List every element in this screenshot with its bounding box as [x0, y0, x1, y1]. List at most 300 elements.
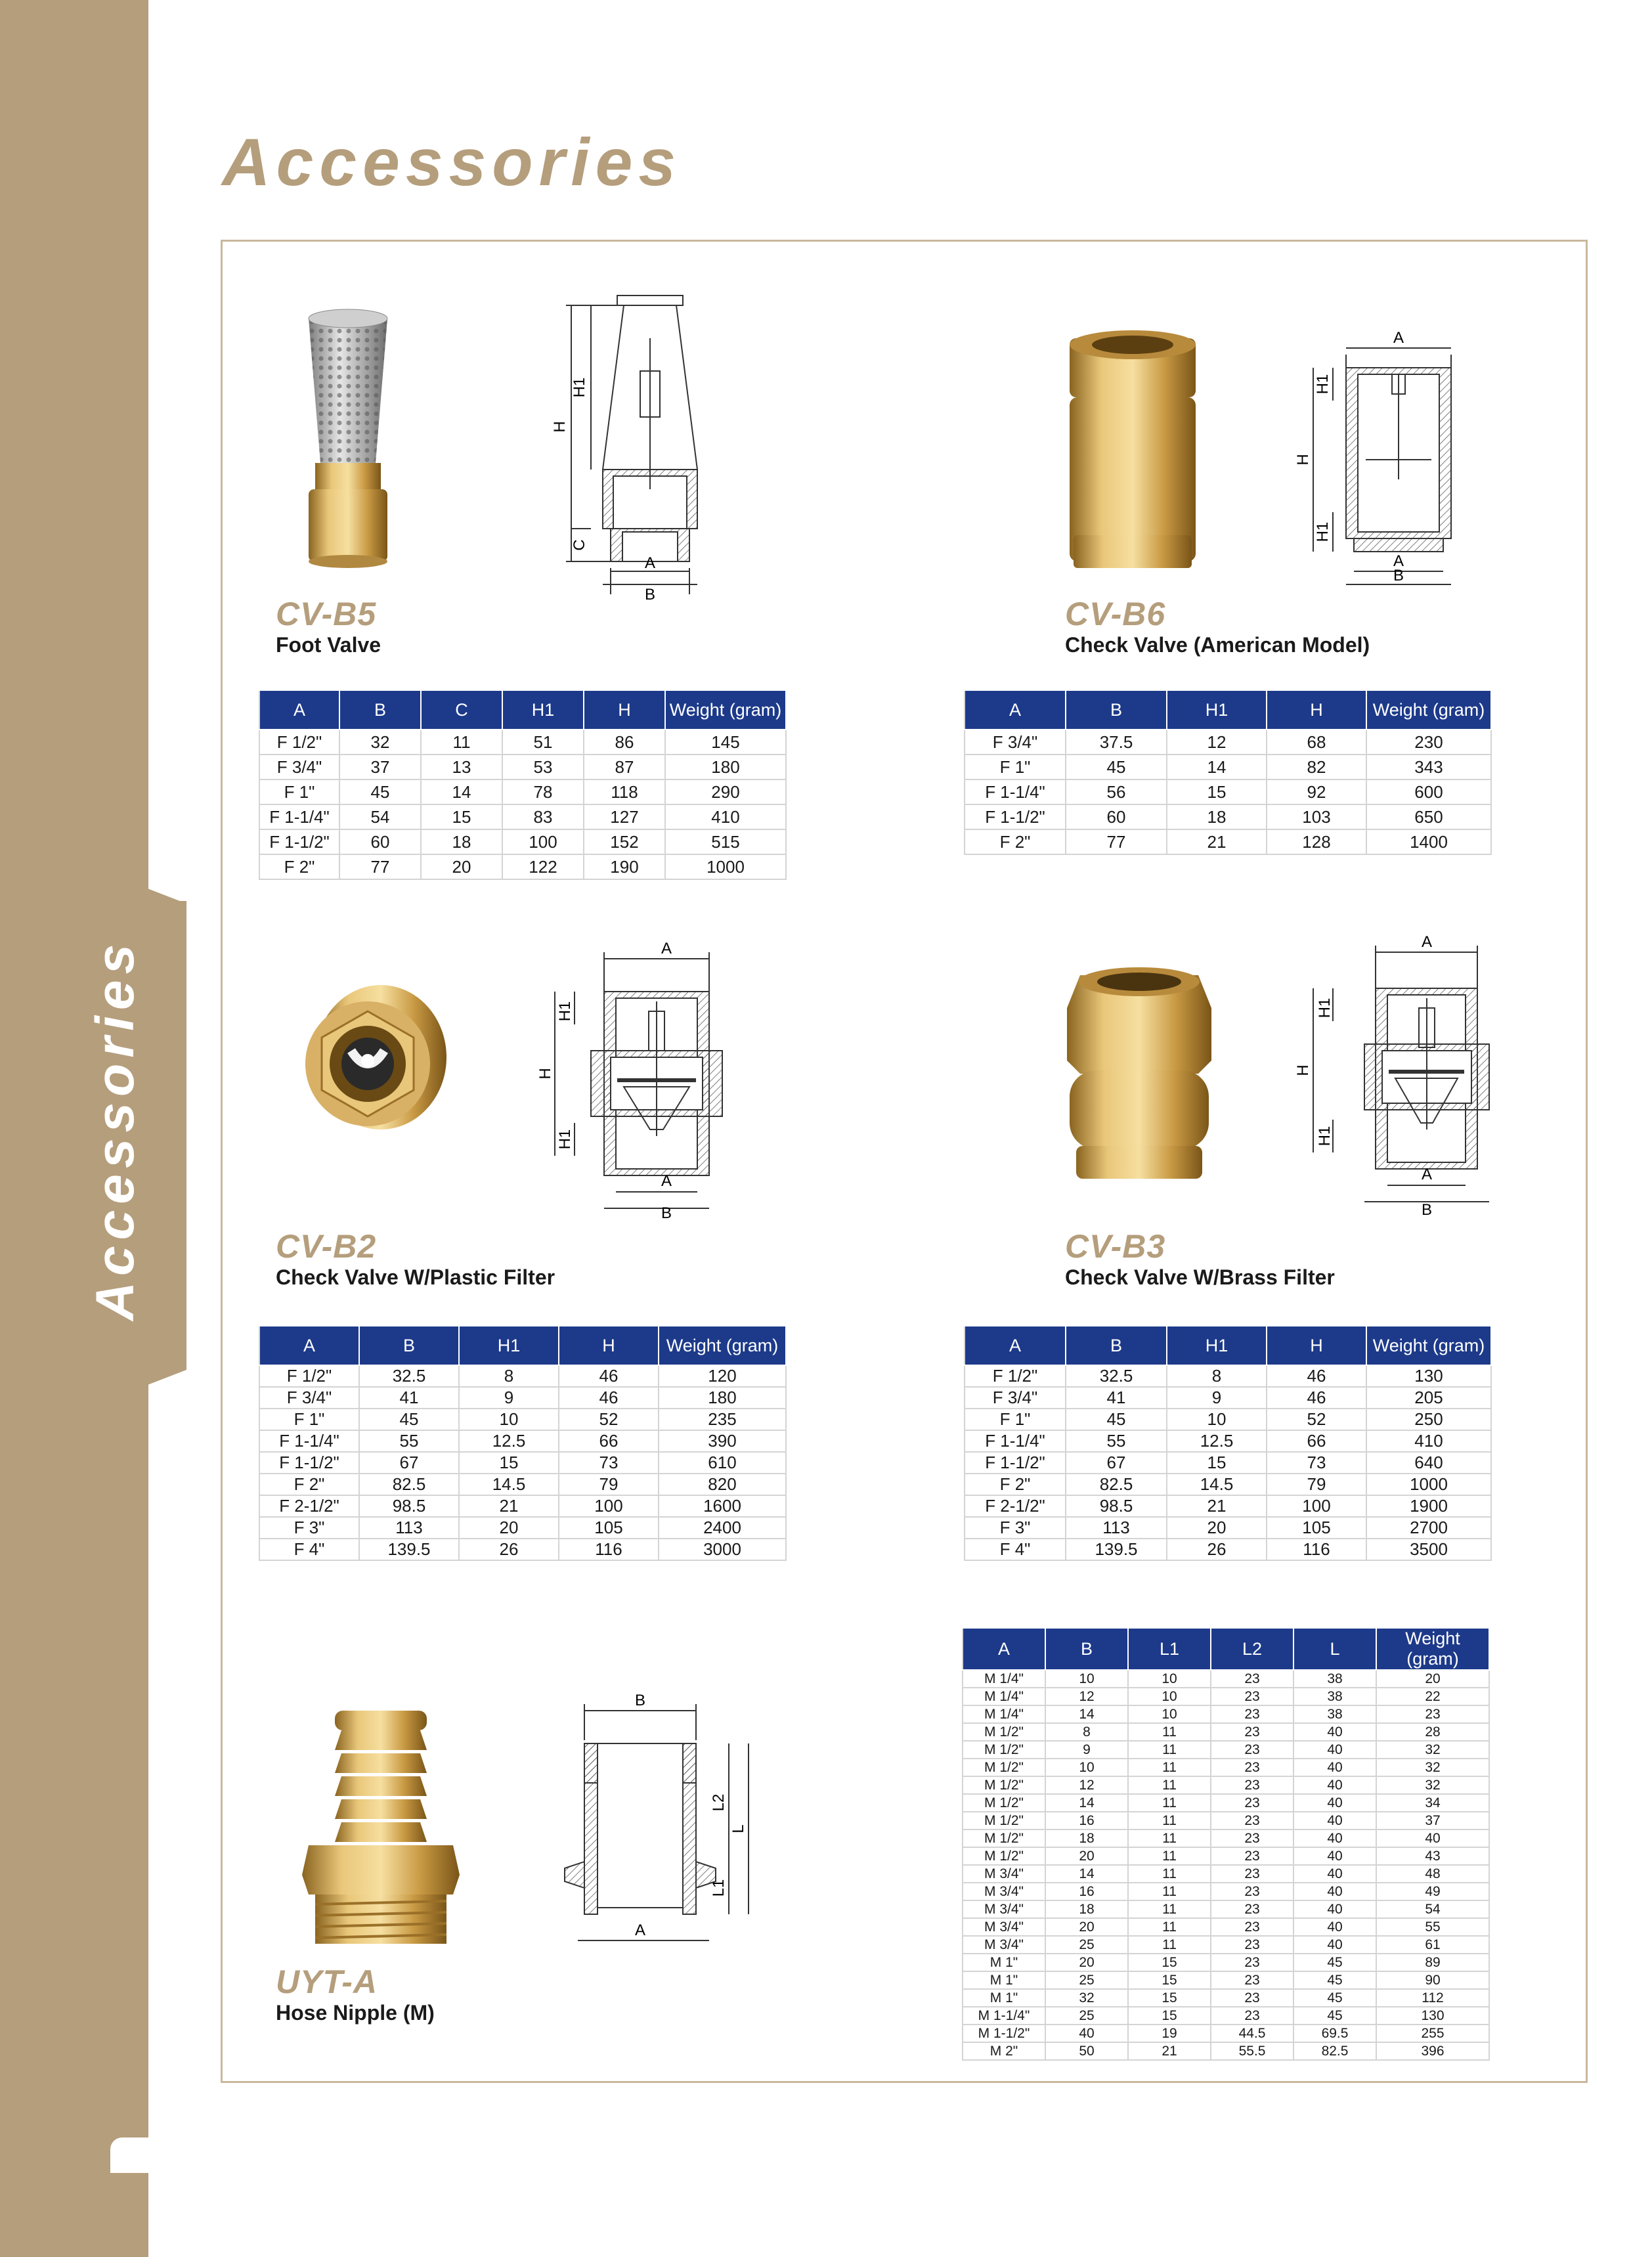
- value-cell: 20: [1045, 1847, 1128, 1865]
- value-cell: 40: [1293, 1883, 1376, 1900]
- size-cell: F 1": [965, 755, 1066, 779]
- value-cell: 92: [1267, 779, 1366, 804]
- col-header: Weight (gram): [1366, 690, 1491, 730]
- value-cell: 67: [359, 1452, 459, 1474]
- col-header: L: [1293, 1628, 1376, 1670]
- size-cell: F 3/4": [965, 1387, 1066, 1409]
- table-row: [259, 1365, 786, 1387]
- value-cell: 15: [1128, 1954, 1211, 1971]
- col-header: A: [963, 1628, 1045, 1670]
- cv-b6-dim-h1-top: H1: [1314, 374, 1332, 395]
- size-cell: F 2": [965, 829, 1066, 854]
- size-cell: M 3/4": [963, 1936, 1045, 1954]
- size-cell: F 1-1/4": [259, 804, 339, 829]
- value-cell: 54: [1376, 1900, 1489, 1918]
- value-cell: 87: [584, 755, 665, 779]
- value-cell: 37: [339, 755, 421, 779]
- table-row: [965, 1409, 1491, 1430]
- value-cell: 14.5: [459, 1474, 559, 1495]
- size-cell: F 1": [259, 1409, 359, 1430]
- value-cell: 45: [1293, 1971, 1376, 1989]
- value-cell: 390: [659, 1430, 786, 1452]
- cv-b6-photo: [1060, 325, 1205, 581]
- value-cell: 40: [1293, 1918, 1376, 1936]
- value-cell: 23: [1211, 1670, 1293, 1688]
- value-cell: 66: [1267, 1430, 1366, 1452]
- value-cell: 98.5: [359, 1495, 459, 1517]
- size-cell: F 3/4": [259, 755, 339, 779]
- value-cell: 61: [1376, 1936, 1489, 1954]
- table-row: [963, 2042, 1489, 2060]
- value-cell: 230: [1366, 730, 1491, 755]
- table-row: [963, 1759, 1489, 1776]
- table-row: [963, 1989, 1489, 2007]
- size-cell: F 1/2": [259, 1365, 359, 1387]
- cv-b2-dim-h: H: [536, 1068, 554, 1080]
- value-cell: 23: [1211, 1865, 1293, 1883]
- value-cell: 45: [1293, 1954, 1376, 1971]
- col-header: A: [259, 690, 339, 730]
- size-cell: M 3/4": [963, 1883, 1045, 1900]
- size-cell: F 1/2": [965, 1365, 1066, 1387]
- value-cell: 77: [339, 854, 421, 879]
- size-cell: M 1/4": [963, 1670, 1045, 1688]
- cv-b6-dim-h: H: [1294, 454, 1312, 466]
- value-cell: 9: [459, 1387, 559, 1409]
- table-row: [259, 1409, 786, 1430]
- table-row: [965, 1365, 1491, 1387]
- value-cell: 12.5: [459, 1430, 559, 1452]
- value-cell: 11: [1128, 1741, 1211, 1759]
- value-cell: 15: [1128, 2007, 1211, 2025]
- cv-b3-dim-a-top: A: [1421, 933, 1433, 951]
- value-cell: 55.5: [1211, 2042, 1293, 2060]
- cv-b6-model: CV-B6: [1065, 596, 1166, 632]
- size-cell: M 1": [963, 1989, 1045, 2007]
- col-header: H: [584, 690, 665, 730]
- value-cell: 38: [1293, 1688, 1376, 1705]
- value-cell: 23: [1211, 1705, 1293, 1723]
- value-cell: 73: [1267, 1452, 1366, 1474]
- col-header: C: [421, 690, 502, 730]
- size-cell: F 1-1/4": [259, 1430, 359, 1452]
- value-cell: 1000: [1366, 1474, 1491, 1495]
- value-cell: 15: [1128, 1971, 1211, 1989]
- value-cell: 410: [1366, 1430, 1491, 1452]
- value-cell: 14: [1045, 1794, 1128, 1812]
- cv-b5-model: CV-B5: [276, 596, 377, 632]
- value-cell: 10: [1167, 1409, 1267, 1430]
- value-cell: 23: [1211, 1812, 1293, 1830]
- col-header: H1: [459, 1326, 559, 1365]
- table-row: [965, 829, 1491, 854]
- cv-b6-name: Check Valve (American Model): [1065, 633, 1370, 657]
- side-tab-bottom-edge: [146, 1370, 186, 1386]
- value-cell: 11: [1128, 1830, 1211, 1847]
- col-header: B: [1045, 1628, 1128, 1670]
- value-cell: 12: [1167, 730, 1267, 755]
- cv-b2-dim-h1-top: H1: [556, 1001, 574, 1022]
- size-cell: F 2-1/2": [259, 1495, 359, 1517]
- value-cell: 28: [1376, 1723, 1489, 1741]
- value-cell: 127: [584, 804, 665, 829]
- size-cell: M 1/4": [963, 1705, 1045, 1723]
- value-cell: 34: [1376, 1794, 1489, 1812]
- value-cell: 79: [1267, 1474, 1366, 1495]
- value-cell: 86: [584, 730, 665, 755]
- cv-b3-drawing: [1293, 932, 1504, 1221]
- value-cell: 21: [1167, 829, 1267, 854]
- cv-b2-drawing: [525, 939, 735, 1221]
- col-header: Weight (gram): [1376, 1628, 1489, 1670]
- value-cell: 37: [1376, 1812, 1489, 1830]
- value-cell: 41: [1066, 1387, 1167, 1409]
- col-header: L2: [1211, 1628, 1293, 1670]
- value-cell: 100: [559, 1495, 659, 1517]
- value-cell: 79: [559, 1474, 659, 1495]
- value-cell: 14: [1045, 1865, 1128, 1883]
- value-cell: 120: [659, 1365, 786, 1387]
- table-row: [963, 1830, 1489, 1847]
- col-header: H1: [1167, 1326, 1267, 1365]
- value-cell: 45: [1293, 1989, 1376, 2007]
- value-cell: 32: [1376, 1741, 1489, 1759]
- value-cell: 105: [1267, 1517, 1366, 1539]
- uyt-a-dim-l1: L1: [710, 1879, 728, 1897]
- col-header: H1: [1167, 690, 1267, 730]
- value-cell: 32: [1045, 1989, 1128, 2007]
- value-cell: 21: [1128, 2042, 1211, 2060]
- table-row: [963, 1936, 1489, 1954]
- value-cell: 112: [1376, 1989, 1489, 2007]
- size-cell: F 2": [259, 854, 339, 879]
- value-cell: 290: [665, 779, 786, 804]
- table-row: [963, 2007, 1489, 2025]
- table-row: [259, 1387, 786, 1409]
- value-cell: 820: [659, 1474, 786, 1495]
- value-cell: 12: [1045, 1688, 1128, 1705]
- value-cell: 11: [1128, 1918, 1211, 1936]
- value-cell: 250: [1366, 1409, 1491, 1430]
- value-cell: 46: [1267, 1365, 1366, 1387]
- value-cell: 255: [1376, 2025, 1489, 2042]
- value-cell: 9: [1045, 1741, 1128, 1759]
- value-cell: 46: [559, 1365, 659, 1387]
- table-row: [963, 1954, 1489, 1971]
- value-cell: 82.5: [359, 1474, 459, 1495]
- value-cell: 1600: [659, 1495, 786, 1517]
- value-cell: 2700: [1366, 1517, 1491, 1539]
- value-cell: 600: [1366, 779, 1491, 804]
- value-cell: 40: [1045, 2025, 1128, 2042]
- value-cell: 11: [1128, 1936, 1211, 1954]
- table-header-row: [259, 1326, 786, 1365]
- value-cell: 45: [1066, 1409, 1167, 1430]
- size-cell: M 1/4": [963, 1688, 1045, 1705]
- value-cell: 13: [421, 755, 502, 779]
- size-cell: M 1": [963, 1954, 1045, 1971]
- value-cell: 15: [1167, 1452, 1267, 1474]
- value-cell: 11: [1128, 1847, 1211, 1865]
- value-cell: 40: [1293, 1847, 1376, 1865]
- value-cell: 11: [1128, 1865, 1211, 1883]
- table-row: [259, 829, 786, 854]
- value-cell: 83: [502, 804, 584, 829]
- value-cell: 52: [1267, 1409, 1366, 1430]
- table-row: [965, 779, 1491, 804]
- value-cell: 25: [1045, 2007, 1128, 2025]
- value-cell: 3500: [1366, 1539, 1491, 1560]
- value-cell: 51: [502, 730, 584, 755]
- cv-b3-dim-b: B: [1421, 1201, 1433, 1219]
- size-cell: M 1/2": [963, 1847, 1045, 1865]
- cv-b3-photo: [1054, 962, 1225, 1185]
- col-header: A: [965, 690, 1066, 730]
- value-cell: 11: [1128, 1759, 1211, 1776]
- size-cell: F 3/4": [259, 1387, 359, 1409]
- size-cell: M 3/4": [963, 1918, 1045, 1936]
- value-cell: 46: [559, 1387, 659, 1409]
- value-cell: 8: [459, 1365, 559, 1387]
- value-cell: 69.5: [1293, 2025, 1376, 2042]
- size-cell: F 2-1/2": [965, 1495, 1066, 1517]
- size-cell: F 3/4": [965, 730, 1066, 755]
- size-cell: M 1": [963, 1971, 1045, 1989]
- table-row: [963, 1918, 1489, 1936]
- col-header: A: [965, 1326, 1066, 1365]
- value-cell: 23: [1376, 1705, 1489, 1723]
- value-cell: 15: [1167, 779, 1267, 804]
- size-cell: M 1/2": [963, 1741, 1045, 1759]
- value-cell: 10: [1128, 1688, 1211, 1705]
- value-cell: 11: [1128, 1812, 1211, 1830]
- value-cell: 14: [1167, 755, 1267, 779]
- value-cell: 20: [459, 1517, 559, 1539]
- value-cell: 23: [1211, 1688, 1293, 1705]
- value-cell: 45: [339, 779, 421, 804]
- table-row: [963, 1883, 1489, 1900]
- cv-b6-dim-a: A: [1393, 552, 1404, 570]
- table-header-row: [259, 690, 786, 730]
- value-cell: 25: [1045, 1971, 1128, 1989]
- size-cell: F 1/2": [259, 730, 339, 755]
- value-cell: 60: [339, 829, 421, 854]
- table-header-row: [963, 1628, 1489, 1670]
- value-cell: 52: [559, 1409, 659, 1430]
- value-cell: 130: [1376, 2007, 1489, 2025]
- value-cell: 14.5: [1167, 1474, 1267, 1495]
- size-cell: F 2": [259, 1474, 359, 1495]
- size-cell: M 3/4": [963, 1865, 1045, 1883]
- table-row: [963, 1812, 1489, 1830]
- value-cell: 25: [1045, 1936, 1128, 1954]
- value-cell: 11: [1128, 1794, 1211, 1812]
- value-cell: 37.5: [1066, 730, 1167, 755]
- col-header: Weight (gram): [665, 690, 786, 730]
- table-row: [259, 1430, 786, 1452]
- value-cell: 11: [1128, 1883, 1211, 1900]
- value-cell: 18: [1045, 1900, 1128, 1918]
- value-cell: 23: [1211, 1847, 1293, 1865]
- table-row: [259, 1539, 786, 1560]
- value-cell: 139.5: [1066, 1539, 1167, 1560]
- value-cell: 128: [1267, 829, 1366, 854]
- value-cell: 50: [1045, 2042, 1128, 2060]
- value-cell: 113: [1066, 1517, 1167, 1539]
- value-cell: 10: [1045, 1759, 1128, 1776]
- value-cell: 16: [1045, 1812, 1128, 1830]
- col-header: B: [359, 1326, 459, 1365]
- cv-b5-dim-h: H: [551, 421, 569, 433]
- value-cell: 235: [659, 1409, 786, 1430]
- value-cell: 10: [459, 1409, 559, 1430]
- value-cell: 82: [1267, 755, 1366, 779]
- value-cell: 640: [1366, 1452, 1491, 1474]
- cv-b5-photo: [289, 299, 407, 575]
- table-row: [965, 755, 1491, 779]
- value-cell: 12.5: [1167, 1430, 1267, 1452]
- value-cell: 20: [1376, 1670, 1489, 1688]
- cv-b5-dim-h1: H1: [571, 377, 588, 398]
- size-cell: M 1/2": [963, 1812, 1045, 1830]
- cv-b2-table: [259, 1325, 787, 1561]
- table-header-row: [965, 1326, 1491, 1365]
- value-cell: 180: [665, 755, 786, 779]
- table-row: [259, 854, 786, 879]
- value-cell: 82.5: [1066, 1474, 1167, 1495]
- size-cell: M 2": [963, 2042, 1045, 2060]
- table-row: [963, 1971, 1489, 1989]
- value-cell: 145: [665, 730, 786, 755]
- table-row: [963, 1776, 1489, 1794]
- cv-b5-dim-c: C: [571, 539, 588, 551]
- cv-b6-dim-a-top: A: [1393, 329, 1404, 347]
- value-cell: 11: [1128, 1900, 1211, 1918]
- value-cell: 45: [1066, 755, 1167, 779]
- cv-b6-dim-h1-bottom: H1: [1314, 521, 1332, 542]
- value-cell: 23: [1211, 1918, 1293, 1936]
- value-cell: 40: [1293, 1741, 1376, 1759]
- table-row: [965, 1517, 1491, 1539]
- value-cell: 10: [1128, 1670, 1211, 1688]
- value-cell: 46: [1267, 1387, 1366, 1409]
- value-cell: 116: [1267, 1539, 1366, 1560]
- value-cell: 66: [559, 1430, 659, 1452]
- cv-b6-dim-b: B: [1393, 567, 1404, 584]
- cv-b5-dim-b: B: [644, 586, 656, 603]
- table-row: [963, 1794, 1489, 1812]
- side-bar-notch: [110, 2137, 150, 2173]
- value-cell: 8: [1045, 1723, 1128, 1741]
- size-cell: F 4": [259, 1539, 359, 1560]
- col-header: A: [259, 1326, 359, 1365]
- size-cell: F 1-1/2": [259, 1452, 359, 1474]
- size-cell: F 1": [965, 1409, 1066, 1430]
- value-cell: 49: [1376, 1883, 1489, 1900]
- table-row: [963, 1865, 1489, 1883]
- col-header: Weight (gram): [659, 1326, 786, 1365]
- cv-b2-photo: [289, 978, 453, 1143]
- value-cell: 396: [1376, 2042, 1489, 2060]
- size-cell: M 3/4": [963, 1900, 1045, 1918]
- value-cell: 32.5: [1066, 1365, 1167, 1387]
- value-cell: 77: [1066, 829, 1167, 854]
- table-row: [259, 779, 786, 804]
- size-cell: F 4": [965, 1539, 1066, 1560]
- value-cell: 20: [421, 854, 502, 879]
- value-cell: 43: [1376, 1847, 1489, 1865]
- cv-b2-model: CV-B2: [276, 1228, 377, 1265]
- value-cell: 122: [502, 854, 584, 879]
- value-cell: 23: [1211, 1830, 1293, 1847]
- value-cell: 48: [1376, 1865, 1489, 1883]
- value-cell: 38: [1293, 1670, 1376, 1688]
- value-cell: 118: [584, 779, 665, 804]
- value-cell: 32.5: [359, 1365, 459, 1387]
- value-cell: 40: [1293, 1936, 1376, 1954]
- value-cell: 26: [1167, 1539, 1267, 1560]
- value-cell: 60: [1066, 804, 1167, 829]
- value-cell: 22: [1376, 1688, 1489, 1705]
- value-cell: 410: [665, 804, 786, 829]
- size-cell: F 1-1/2": [259, 829, 339, 854]
- value-cell: 15: [1128, 1989, 1211, 2007]
- size-cell: M 1/2": [963, 1723, 1045, 1741]
- cv-b3-name: Check Valve W/Brass Filter: [1065, 1265, 1335, 1289]
- value-cell: 515: [665, 829, 786, 854]
- size-cell: F 1-1/2": [965, 1452, 1066, 1474]
- uyt-a-photo: [295, 1704, 466, 1954]
- value-cell: 67: [1066, 1452, 1167, 1474]
- value-cell: 3000: [659, 1539, 786, 1560]
- value-cell: 40: [1293, 1812, 1376, 1830]
- value-cell: 18: [1045, 1830, 1128, 1847]
- value-cell: 1000: [665, 854, 786, 879]
- value-cell: 190: [584, 854, 665, 879]
- page-title: Accessories: [222, 125, 682, 200]
- size-cell: F 1-1/4": [965, 1430, 1066, 1452]
- value-cell: 20: [1167, 1517, 1267, 1539]
- value-cell: 23: [1211, 1900, 1293, 1918]
- col-header: L1: [1128, 1628, 1211, 1670]
- uyt-a-table: [962, 1627, 1490, 2061]
- table-row: [963, 1705, 1489, 1723]
- value-cell: 139.5: [359, 1539, 459, 1560]
- value-cell: 38: [1293, 1705, 1376, 1723]
- cv-b2-dim-h1-bottom: H1: [556, 1129, 574, 1150]
- value-cell: 11: [1128, 1776, 1211, 1794]
- value-cell: 12: [1045, 1776, 1128, 1794]
- size-cell: M 1-1/4": [963, 2007, 1045, 2025]
- value-cell: 21: [1167, 1495, 1267, 1517]
- cv-b5-table: [259, 690, 787, 880]
- size-cell: F 3": [259, 1517, 359, 1539]
- cv-b3-dim-h: H: [1294, 1064, 1312, 1076]
- value-cell: 23: [1211, 1936, 1293, 1954]
- value-cell: 11: [421, 730, 502, 755]
- cv-b5-name: Foot Valve: [276, 633, 381, 657]
- value-cell: 152: [584, 829, 665, 854]
- value-cell: 9: [1167, 1387, 1267, 1409]
- value-cell: 14: [1045, 1705, 1128, 1723]
- table-row: [965, 1495, 1491, 1517]
- table-row: [965, 1474, 1491, 1495]
- value-cell: 130: [1366, 1365, 1491, 1387]
- value-cell: 23: [1211, 1794, 1293, 1812]
- col-header: H: [1267, 1326, 1366, 1365]
- value-cell: 23: [1211, 1741, 1293, 1759]
- cv-b6-table: [964, 690, 1492, 855]
